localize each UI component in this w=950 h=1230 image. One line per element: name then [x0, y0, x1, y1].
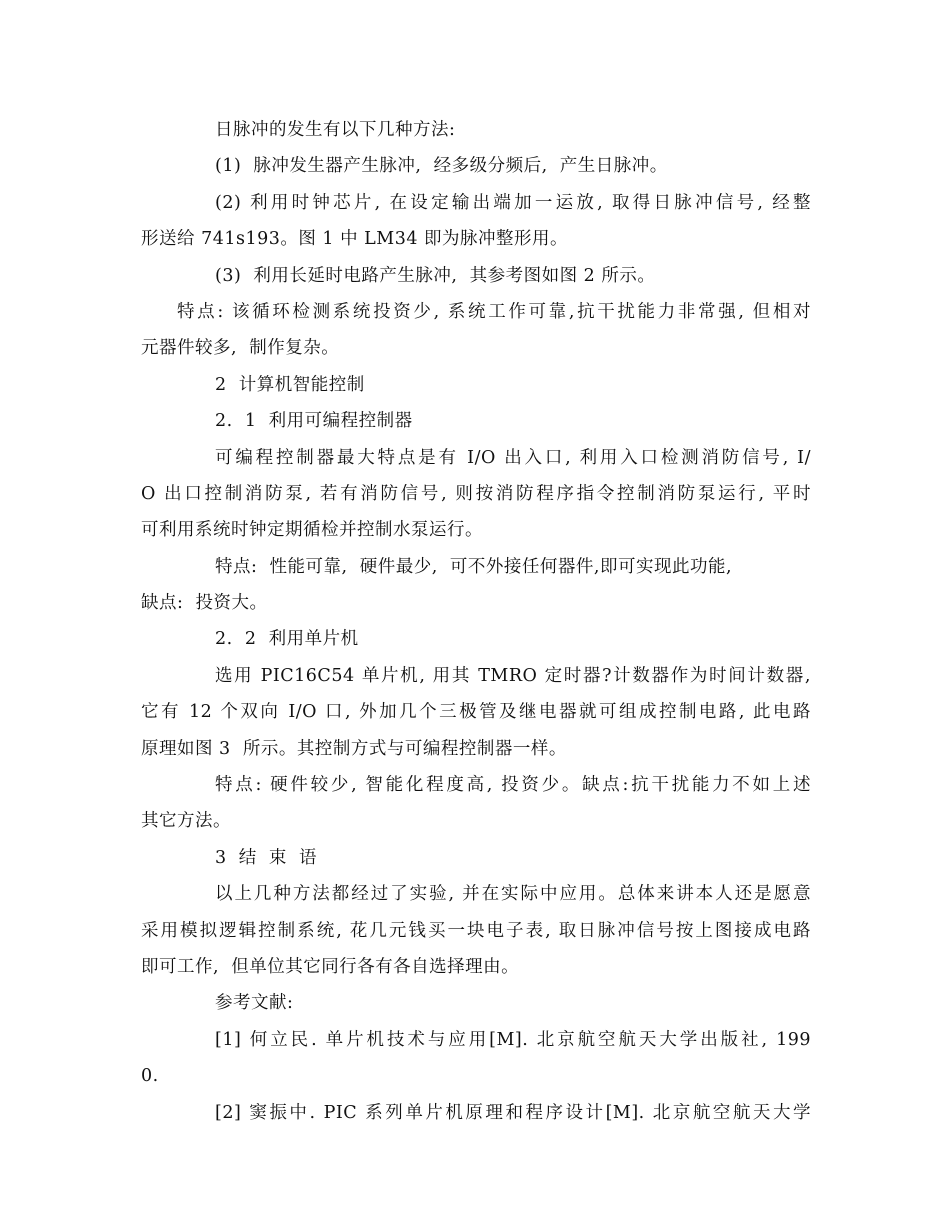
text-line: 特点: 性能可靠, 硬件最少, 可不外接任何器件,即可实现此功能, [215, 556, 733, 577]
text-line: 2. 1 利用可编程控制器 [215, 411, 413, 432]
text-line: [2] 窦振中. PIC 系列单片机原理和程序设计[M]. 北京航空航天大学 [215, 1102, 811, 1123]
document-body [141, 112, 811, 1131]
text-line: 即可工作, 但单位其它同行各有各自选择理由。 [141, 956, 520, 977]
text-line: (2) 利用时钟芯片, 在设定输出端加一运放, 取得日脉冲信号, 经整 [215, 192, 811, 213]
text-line: 以上几种方法都经过了实验, 并在实际中应用。总体来讲本人还是愿意 [215, 884, 811, 905]
text-line: 参考文献: [215, 993, 294, 1014]
text-line: 2. 2 利用单片机 [215, 629, 359, 650]
text-line: 原理如图 3 所示。其控制方式与可编程控制器一样。 [141, 738, 567, 759]
text-line: 选用 PIC16C54 单片机, 用其 TMRO 定时器?计数器作为时间计数器, [215, 665, 811, 686]
text-line: 0. [141, 1066, 159, 1087]
text-line: 形送给 741s193。图 1 中 LM34 即为脉冲整形用。 [141, 229, 569, 250]
text-line: (1) 脉冲发生器产生脉冲, 经多级分频后, 产生日脉冲。 [215, 156, 668, 177]
text-line: (3) 利用长延时电路产生脉冲, 其参考图如图 2 所示。 [215, 265, 656, 286]
text-line: 它有 12 个双向 I/O 口, 外加几个三极管及继电器就可组成控制电路, 此电路 [141, 702, 811, 723]
text-line: 日脉冲的发生有以下几种方法: [215, 120, 456, 140]
text-line: 2 计算机智能控制 [215, 374, 365, 395]
text-line: [1] 何立民. 单片机技术与应用[M]. 北京航空航天大学出版社, 199 [215, 1029, 811, 1050]
text-line: 采用模拟逻辑控制系统, 花几元钱买一块电子表, 取日脉冲信号按上图接成电路 [141, 920, 811, 941]
text-line: 元器件较多, 制作复杂。 [141, 338, 340, 359]
text-line: 可利用系统时钟定期循检并控制水泵运行。 [141, 520, 483, 541]
text-line: 缺点: 投资大。 [141, 593, 268, 614]
text-line: 特点: 该循环检测系统投资少, 系统工作可靠,抗干扰能力非常强, 但相对 [177, 301, 811, 322]
text-line: 3 结 束 语 [215, 847, 318, 868]
text-line: 可编程控制器最大特点是有 I/O 出入口, 利用入口检测消防信号, I/ [215, 447, 811, 468]
text-line: 其它方法。 [141, 811, 231, 832]
text-line: O 出口控制消防泵, 若有消防信号, 则按消防程序指令控制消防泵运行, 平时 [141, 483, 811, 504]
text-line: 特点: 硬件较少, 智能化程度高, 投资少。缺点:抗干扰能力不如上述 [215, 775, 811, 796]
